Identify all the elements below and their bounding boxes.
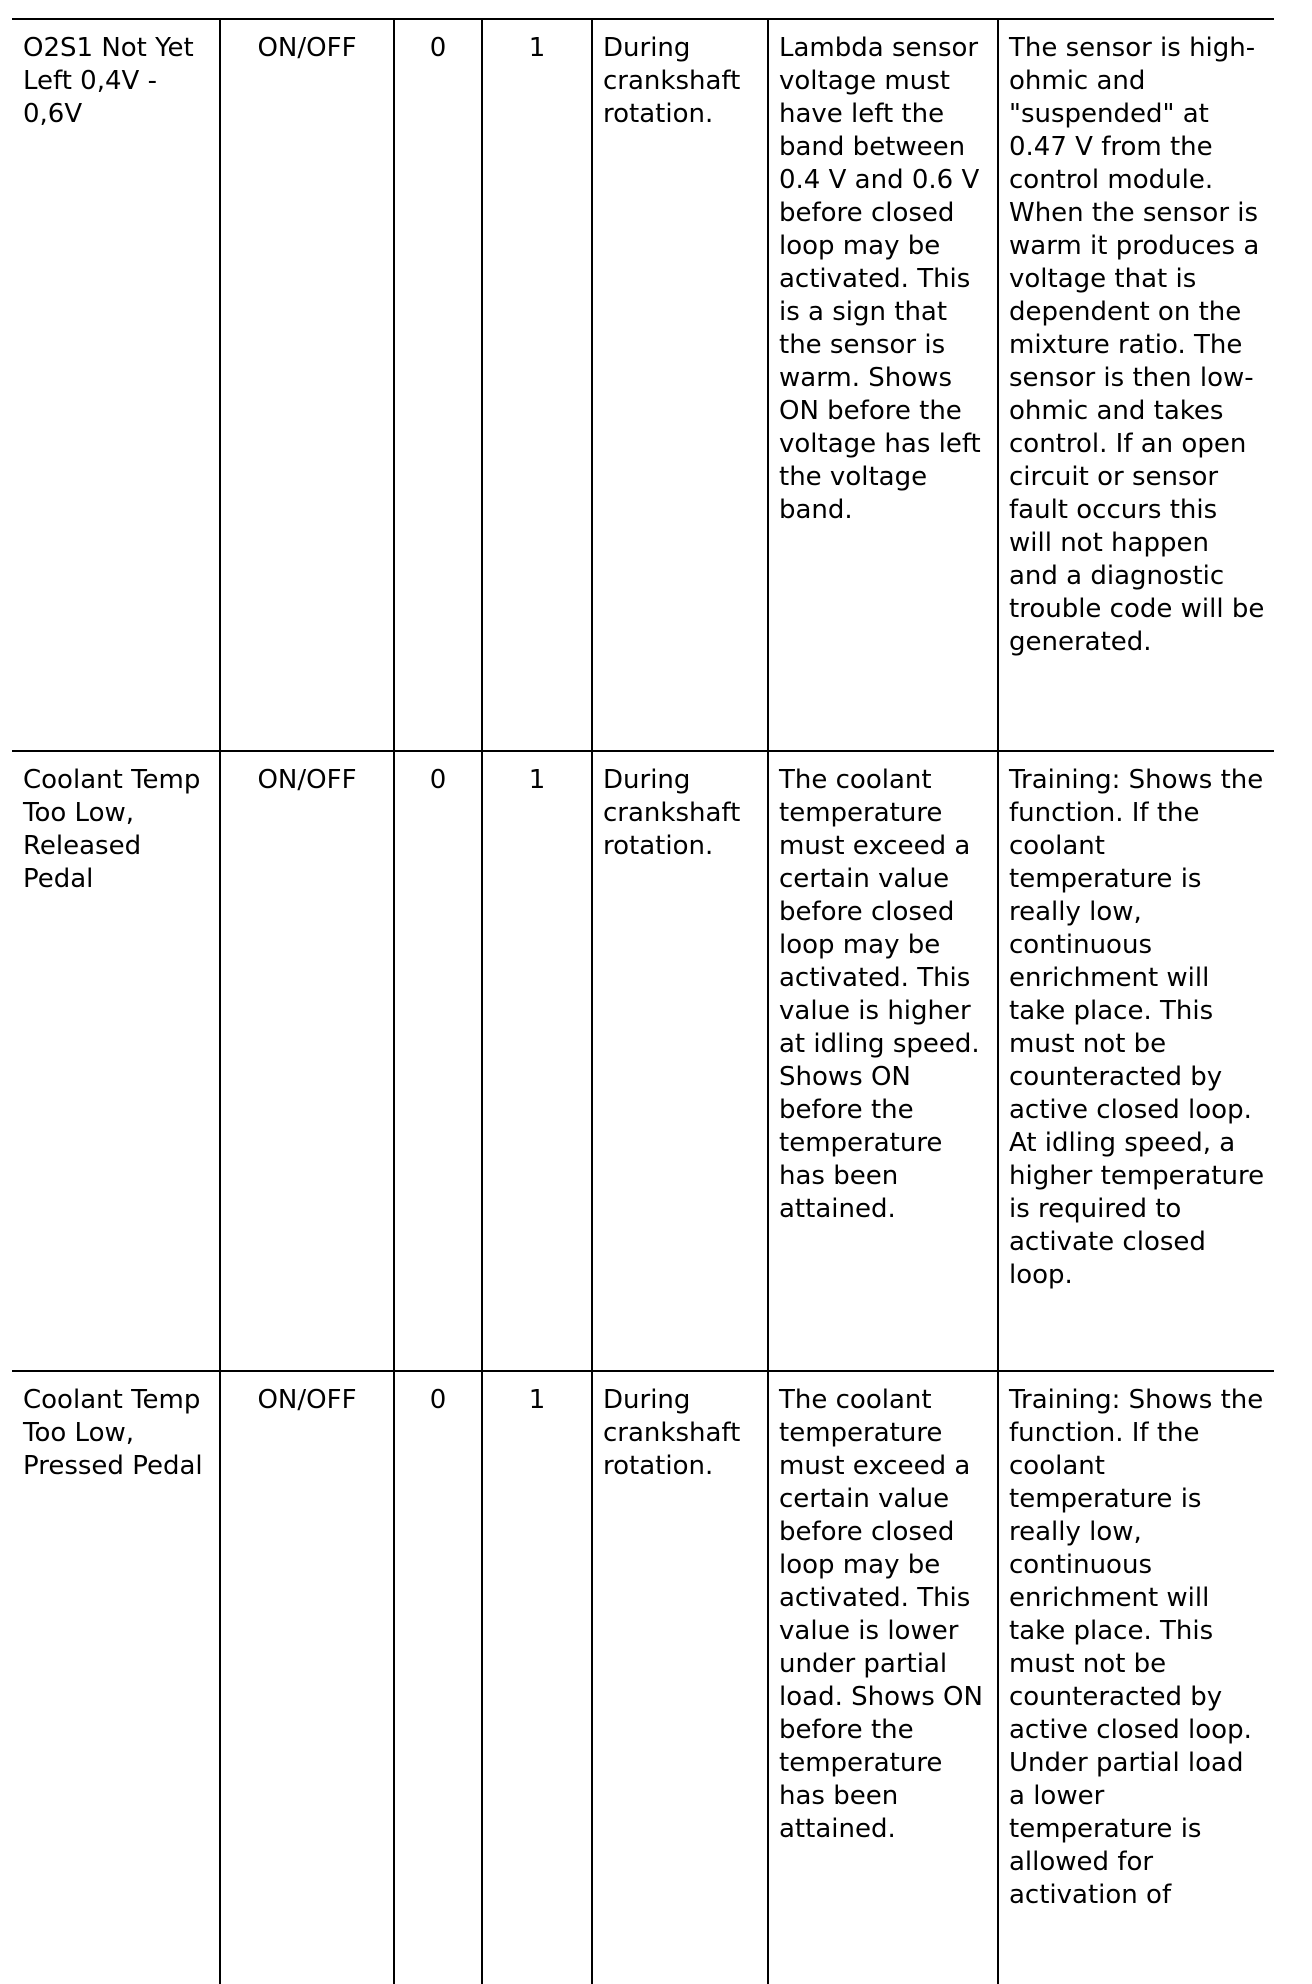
parameter-comment-cell: Training: Shows the function. If the coolant temperature is really low, continuous enrichment will take place. This must not be counteracted by active closed loop. Under partial load a lower temperature is allowed for activation of [998, 1371, 1274, 1984]
parameter-name-cell: O2S1 Not Yet Left 0,4V - 0,6V [12, 19, 220, 751]
parameter-table-container [12, 18, 1274, 1984]
parameter-type-cell: ON/OFF [220, 1371, 394, 1984]
parameter-max-cell: 1 [482, 19, 592, 751]
parameter-max-cell: 1 [482, 751, 592, 1371]
parameter-type-cell: ON/OFF [220, 19, 394, 751]
parameter-description-cell: Lambda sensor voltage must have left the band between 0.4 V and 0.6 V before closed loop may be activated. This is a sign that the sensor is warm. Shows ON before the voltage has left the voltage band. [768, 19, 998, 751]
parameter-name-cell: Coolant Temp Too Low, Pressed Pedal [12, 1371, 220, 1984]
table-row [12, 19, 1274, 751]
parameter-comment-cell: Training: Shows the function. If the coolant temperature is really low, continuous enrichment will take place. This must not be counteracted by active closed loop. At idling speed, a higher temperature is required to activate closed loop. [998, 751, 1274, 1371]
parameter-condition-cell: During crankshaft rotation. [592, 1371, 768, 1984]
parameter-description-cell: The coolant temperature must exceed a certain value before closed loop may be activated. This value is lower under partial load. Shows ON before the temperature has been attained. [768, 1371, 998, 1984]
parameter-condition-cell: During crankshaft rotation. [592, 751, 768, 1371]
parameter-comment-cell: The sensor is high-ohmic and "suspended" at 0.47 V from the control module. When the sensor is warm it produces a voltage that is dependent on the mixture ratio. The sensor is then low-ohmic and takes control. If an open circuit or sensor fault occurs this will not happen and a diagnostic trouble code will be generated. [998, 19, 1274, 751]
parameter-min-cell: 0 [394, 1371, 482, 1984]
parameter-condition-cell: During crankshaft rotation. [592, 19, 768, 751]
parameter-description-cell: The coolant temperature must exceed a certain value before closed loop may be activated. This value is higher at idling speed. Shows ON before the temperature has been attained. [768, 751, 998, 1371]
parameter-type-cell: ON/OFF [220, 751, 394, 1371]
table-row [12, 1371, 1274, 1984]
table-row [12, 751, 1274, 1371]
parameter-name-cell: Coolant Temp Too Low, Released Pedal [12, 751, 220, 1371]
parameter-min-cell: 0 [394, 19, 482, 751]
parameter-max-cell: 1 [482, 1371, 592, 1984]
parameter-table [12, 18, 1274, 1984]
parameter-min-cell: 0 [394, 751, 482, 1371]
